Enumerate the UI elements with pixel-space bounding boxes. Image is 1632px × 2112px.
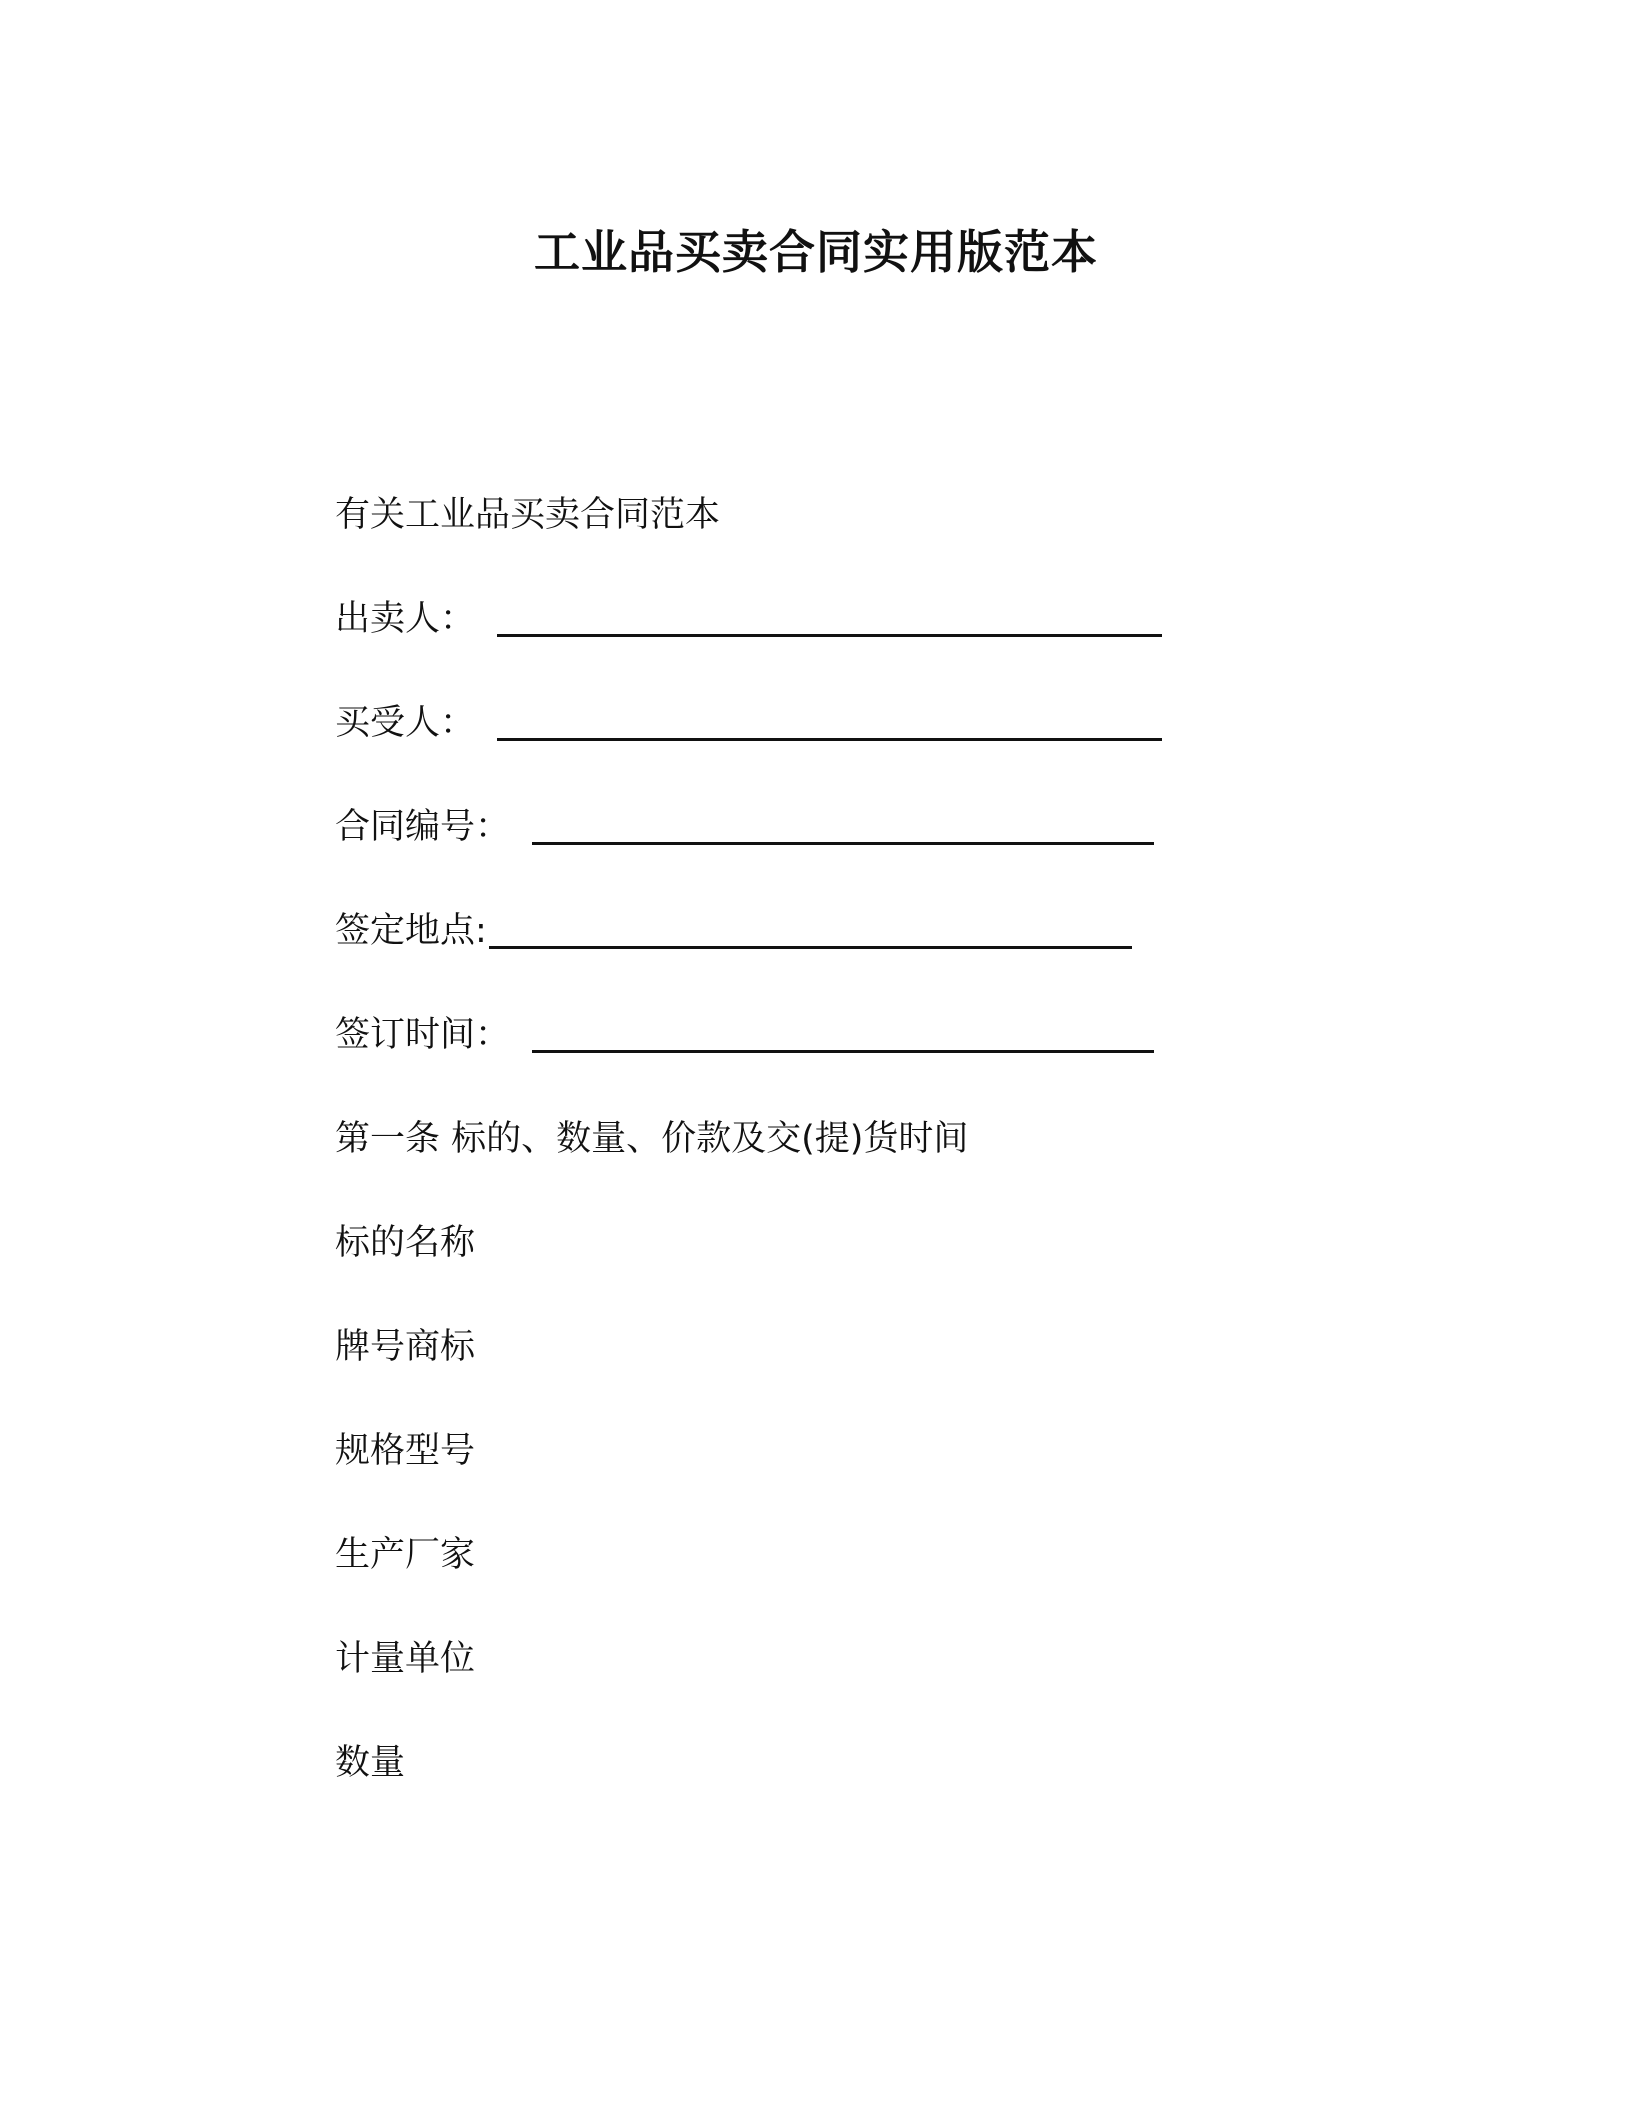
document-title: 工业品买卖合同实用版范本 — [534, 225, 1098, 279]
document-body — [335, 490, 1335, 1842]
seller-blank-line — [497, 594, 1162, 637]
item-unit-of-measure: 计量单位 — [335, 1639, 476, 1679]
signing-place-field — [335, 906, 1335, 956]
seller-field — [335, 594, 1335, 644]
buyer-blank-line — [497, 698, 1162, 741]
article-one-heading: 第一条 标的、数量、价款及交(提)货时间 — [335, 1119, 969, 1159]
signing-time-blank-line — [532, 1010, 1154, 1053]
document-subtitle: 有关工业品买卖合同范本 — [335, 495, 721, 535]
item-quantity: 数量 — [335, 1743, 406, 1783]
item-brand-trademark: 牌号商标 — [335, 1327, 476, 1367]
contract-number-blank-line — [532, 802, 1154, 845]
buyer-field — [335, 698, 1335, 748]
item-subject-name: 标的名称 — [335, 1223, 476, 1263]
contract-number-label: 合同编号： — [335, 807, 511, 847]
buyer-label: 买受人： — [335, 703, 476, 743]
signing-time-label: 签订时间： — [335, 1015, 511, 1055]
signing-time-field — [335, 1010, 1335, 1060]
item-manufacturer: 生产厂家 — [335, 1535, 476, 1575]
item-specification-model: 规格型号 — [335, 1431, 476, 1471]
signing-place-label: 签定地点: — [335, 911, 487, 951]
seller-label: 出卖人： — [335, 599, 476, 639]
contract-number-field — [335, 802, 1335, 852]
signing-place-blank-line — [489, 906, 1132, 949]
